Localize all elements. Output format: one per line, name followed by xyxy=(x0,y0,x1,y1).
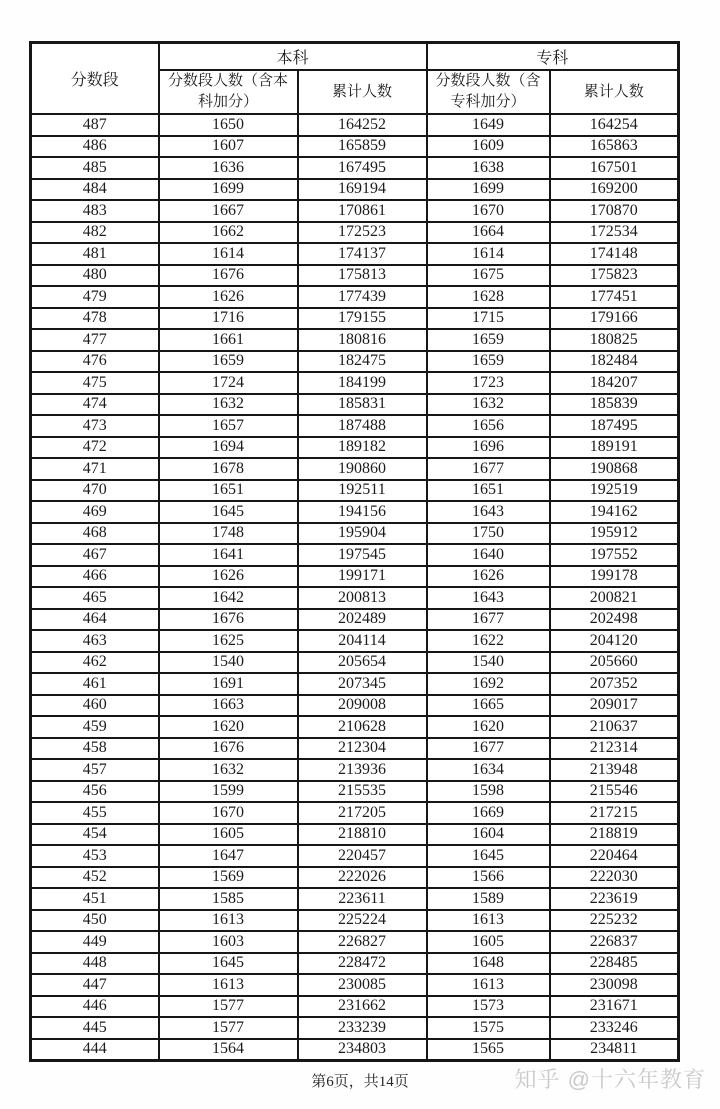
cell-zhuanke-count: 1575 xyxy=(427,1017,550,1039)
cell-score: 481 xyxy=(31,243,159,265)
cell-benke-count: 1662 xyxy=(159,222,298,244)
cell-benke-count: 1645 xyxy=(159,953,298,975)
table-row xyxy=(31,501,679,523)
cell-score: 457 xyxy=(31,759,159,781)
cell-zhuanke-count: 1665 xyxy=(427,695,550,717)
cell-score: 452 xyxy=(31,867,159,889)
table-row xyxy=(31,931,679,953)
cell-zhuanke-cumulative: 165863 xyxy=(550,136,679,158)
table-row xyxy=(31,867,679,889)
cell-benke-cumulative: 185831 xyxy=(298,394,427,416)
table-row xyxy=(31,781,679,803)
score-table-body xyxy=(31,114,679,1061)
cell-zhuanke-cumulative: 213948 xyxy=(550,759,679,781)
table-row xyxy=(31,888,679,910)
cell-zhuanke-count: 1622 xyxy=(427,630,550,652)
cell-zhuanke-count: 1632 xyxy=(427,394,550,416)
table-row xyxy=(31,415,679,437)
cell-zhuanke-count: 1715 xyxy=(427,308,550,330)
cell-zhuanke-cumulative: 223619 xyxy=(550,888,679,910)
cell-score: 485 xyxy=(31,157,159,179)
cell-benke-count: 1676 xyxy=(159,265,298,287)
cell-zhuanke-count: 1604 xyxy=(427,824,550,846)
cell-score: 462 xyxy=(31,652,159,674)
cell-benke-cumulative: 215535 xyxy=(298,781,427,803)
cell-benke-cumulative: 195904 xyxy=(298,523,427,545)
table-row xyxy=(31,609,679,631)
cell-zhuanke-cumulative: 167501 xyxy=(550,157,679,179)
cell-zhuanke-cumulative: 175823 xyxy=(550,265,679,287)
cell-score: 444 xyxy=(31,1039,159,1061)
cell-score: 469 xyxy=(31,501,159,523)
cell-benke-count: 1603 xyxy=(159,931,298,953)
cell-zhuanke-cumulative: 212314 xyxy=(550,738,679,760)
cell-zhuanke-cumulative: 226837 xyxy=(550,931,679,953)
cell-zhuanke-count: 1750 xyxy=(427,523,550,545)
cell-score: 484 xyxy=(31,179,159,201)
cell-zhuanke-count: 1643 xyxy=(427,587,550,609)
cell-benke-count: 1620 xyxy=(159,716,298,738)
cell-score: 461 xyxy=(31,673,159,695)
cell-benke-count: 1632 xyxy=(159,759,298,781)
cell-benke-count: 1569 xyxy=(159,867,298,889)
cell-zhuanke-count: 1669 xyxy=(427,802,550,824)
table-row xyxy=(31,458,679,480)
cell-zhuanke-count: 1651 xyxy=(427,480,550,502)
cell-score: 487 xyxy=(31,114,159,136)
cell-zhuanke-cumulative: 177451 xyxy=(550,286,679,308)
cell-zhuanke-count: 1670 xyxy=(427,200,550,222)
cell-benke-cumulative: 182475 xyxy=(298,351,427,373)
cell-zhuanke-count: 1620 xyxy=(427,716,550,738)
cell-benke-cumulative: 189182 xyxy=(298,437,427,459)
cell-benke-count: 1613 xyxy=(159,974,298,996)
cell-zhuanke-count: 1675 xyxy=(427,265,550,287)
cell-zhuanke-cumulative: 164254 xyxy=(550,114,679,136)
cell-zhuanke-cumulative: 170870 xyxy=(550,200,679,222)
cell-score: 459 xyxy=(31,716,159,738)
header-group-benke: 本科 xyxy=(159,43,427,71)
cell-zhuanke-count: 1609 xyxy=(427,136,550,158)
table-row xyxy=(31,587,679,609)
cell-benke-cumulative: 172523 xyxy=(298,222,427,244)
cell-benke-count: 1650 xyxy=(159,114,298,136)
table-row xyxy=(31,759,679,781)
cell-benke-count: 1667 xyxy=(159,200,298,222)
cell-score: 445 xyxy=(31,1017,159,1039)
cell-zhuanke-count: 1649 xyxy=(427,114,550,136)
cell-benke-cumulative: 197545 xyxy=(298,544,427,566)
table-row xyxy=(31,394,679,416)
cell-zhuanke-cumulative: 184207 xyxy=(550,372,679,394)
cell-benke-cumulative: 213936 xyxy=(298,759,427,781)
table-row xyxy=(31,437,679,459)
cell-benke-cumulative: 192511 xyxy=(298,480,427,502)
cell-zhuanke-cumulative: 233246 xyxy=(550,1017,679,1039)
cell-zhuanke-count: 1664 xyxy=(427,222,550,244)
cell-score: 470 xyxy=(31,480,159,502)
cell-zhuanke-cumulative: 225232 xyxy=(550,910,679,932)
cell-zhuanke-count: 1573 xyxy=(427,996,550,1018)
score-distribution-table xyxy=(29,41,680,1062)
watermark-text: 知乎 @十六年教育 xyxy=(514,1067,706,1092)
cell-zhuanke-cumulative: 205660 xyxy=(550,652,679,674)
cell-score: 455 xyxy=(31,802,159,824)
cell-zhuanke-count: 1626 xyxy=(427,566,550,588)
table-row xyxy=(31,673,679,695)
cell-benke-cumulative: 187488 xyxy=(298,415,427,437)
cell-benke-count: 1647 xyxy=(159,845,298,867)
cell-score: 474 xyxy=(31,394,159,416)
cell-score: 475 xyxy=(31,372,159,394)
cell-benke-count: 1577 xyxy=(159,1017,298,1039)
cell-zhuanke-cumulative: 202498 xyxy=(550,609,679,631)
cell-score: 466 xyxy=(31,566,159,588)
cell-score: 478 xyxy=(31,308,159,330)
header-benke-count: 分数段人数（含本科加分） xyxy=(159,70,298,114)
cell-zhuanke-count: 1566 xyxy=(427,867,550,889)
cell-benke-cumulative: 225224 xyxy=(298,910,427,932)
cell-benke-cumulative: 220457 xyxy=(298,845,427,867)
cell-zhuanke-count: 1628 xyxy=(427,286,550,308)
cell-zhuanke-count: 1677 xyxy=(427,738,550,760)
cell-zhuanke-cumulative: 197552 xyxy=(550,544,679,566)
cell-benke-count: 1694 xyxy=(159,437,298,459)
cell-score: 465 xyxy=(31,587,159,609)
cell-benke-count: 1599 xyxy=(159,781,298,803)
table-row xyxy=(31,910,679,932)
cell-benke-count: 1748 xyxy=(159,523,298,545)
cell-zhuanke-count: 1692 xyxy=(427,673,550,695)
cell-benke-count: 1626 xyxy=(159,566,298,588)
cell-benke-count: 1613 xyxy=(159,910,298,932)
cell-score: 471 xyxy=(31,458,159,480)
cell-score: 448 xyxy=(31,953,159,975)
cell-benke-cumulative: 190860 xyxy=(298,458,427,480)
cell-score: 467 xyxy=(31,544,159,566)
cell-zhuanke-count: 1613 xyxy=(427,974,550,996)
cell-benke-cumulative: 212304 xyxy=(298,738,427,760)
cell-benke-count: 1585 xyxy=(159,888,298,910)
cell-zhuanke-cumulative: 204120 xyxy=(550,630,679,652)
table-row xyxy=(31,523,679,545)
cell-zhuanke-cumulative: 200821 xyxy=(550,587,679,609)
cell-zhuanke-count: 1645 xyxy=(427,845,550,867)
cell-benke-cumulative: 184199 xyxy=(298,372,427,394)
cell-benke-count: 1676 xyxy=(159,738,298,760)
cell-score: 476 xyxy=(31,351,159,373)
table-row xyxy=(31,179,679,201)
cell-zhuanke-count: 1540 xyxy=(427,652,550,674)
cell-benke-count: 1691 xyxy=(159,673,298,695)
cell-benke-count: 1699 xyxy=(159,179,298,201)
cell-benke-cumulative: 167495 xyxy=(298,157,427,179)
table-row xyxy=(31,136,679,158)
table-row xyxy=(31,953,679,975)
cell-zhuanke-count: 1589 xyxy=(427,888,550,910)
table-row xyxy=(31,222,679,244)
header-zhuanke-count: 分数段人数（含专科加分） xyxy=(427,70,550,114)
cell-zhuanke-count: 1677 xyxy=(427,458,550,480)
cell-benke-cumulative: 179155 xyxy=(298,308,427,330)
cell-benke-count: 1670 xyxy=(159,802,298,824)
cell-benke-cumulative: 202489 xyxy=(298,609,427,631)
cell-benke-count: 1661 xyxy=(159,329,298,351)
cell-zhuanke-cumulative: 230098 xyxy=(550,974,679,996)
cell-zhuanke-cumulative: 199178 xyxy=(550,566,679,588)
cell-score: 454 xyxy=(31,824,159,846)
cell-benke-cumulative: 222026 xyxy=(298,867,427,889)
cell-benke-count: 1625 xyxy=(159,630,298,652)
table-row xyxy=(31,824,679,846)
cell-benke-count: 1607 xyxy=(159,136,298,158)
cell-score: 449 xyxy=(31,931,159,953)
cell-benke-count: 1564 xyxy=(159,1039,298,1061)
cell-zhuanke-count: 1723 xyxy=(427,372,550,394)
table-row xyxy=(31,200,679,222)
table-row xyxy=(31,1017,679,1039)
cell-zhuanke-cumulative: 218819 xyxy=(550,824,679,846)
table-row xyxy=(31,308,679,330)
cell-zhuanke-cumulative: 182484 xyxy=(550,351,679,373)
cell-benke-count: 1663 xyxy=(159,695,298,717)
table-row xyxy=(31,738,679,760)
cell-score: 460 xyxy=(31,695,159,717)
cell-benke-cumulative: 210628 xyxy=(298,716,427,738)
cell-zhuanke-count: 1659 xyxy=(427,351,550,373)
table-row xyxy=(31,544,679,566)
cell-benke-cumulative: 223611 xyxy=(298,888,427,910)
cell-benke-cumulative: 234803 xyxy=(298,1039,427,1061)
cell-benke-cumulative: 200813 xyxy=(298,587,427,609)
cell-score: 479 xyxy=(31,286,159,308)
cell-zhuanke-cumulative: 190868 xyxy=(550,458,679,480)
cell-benke-count: 1657 xyxy=(159,415,298,437)
cell-benke-cumulative: 231662 xyxy=(298,996,427,1018)
cell-benke-count: 1659 xyxy=(159,351,298,373)
table-row xyxy=(31,566,679,588)
cell-zhuanke-cumulative: 179166 xyxy=(550,308,679,330)
cell-zhuanke-count: 1677 xyxy=(427,609,550,631)
table-row xyxy=(31,243,679,265)
cell-benke-cumulative: 205654 xyxy=(298,652,427,674)
header-group-zhuanke: 专科 xyxy=(427,43,679,71)
cell-zhuanke-cumulative: 192519 xyxy=(550,480,679,502)
table-row xyxy=(31,845,679,867)
cell-score: 446 xyxy=(31,996,159,1018)
table-row xyxy=(31,695,679,717)
cell-zhuanke-cumulative: 169200 xyxy=(550,179,679,201)
cell-benke-cumulative: 230085 xyxy=(298,974,427,996)
cell-benke-cumulative: 175813 xyxy=(298,265,427,287)
cell-zhuanke-cumulative: 180825 xyxy=(550,329,679,351)
cell-benke-cumulative: 218810 xyxy=(298,824,427,846)
header-group-row xyxy=(31,43,679,71)
table-row xyxy=(31,716,679,738)
cell-benke-count: 1632 xyxy=(159,394,298,416)
cell-benke-cumulative: 209008 xyxy=(298,695,427,717)
table-row xyxy=(31,286,679,308)
cell-zhuanke-count: 1659 xyxy=(427,329,550,351)
cell-benke-cumulative: 233239 xyxy=(298,1017,427,1039)
cell-score: 447 xyxy=(31,974,159,996)
cell-zhuanke-cumulative: 187495 xyxy=(550,415,679,437)
cell-benke-cumulative: 199171 xyxy=(298,566,427,588)
cell-score: 482 xyxy=(31,222,159,244)
cell-score: 473 xyxy=(31,415,159,437)
cell-zhuanke-count: 1634 xyxy=(427,759,550,781)
cell-score: 463 xyxy=(31,630,159,652)
cell-zhuanke-cumulative: 222030 xyxy=(550,867,679,889)
table-row xyxy=(31,996,679,1018)
cell-benke-count: 1540 xyxy=(159,652,298,674)
cell-zhuanke-count: 1696 xyxy=(427,437,550,459)
cell-score: 483 xyxy=(31,200,159,222)
cell-zhuanke-cumulative: 217215 xyxy=(550,802,679,824)
cell-score: 477 xyxy=(31,329,159,351)
cell-zhuanke-cumulative: 234811 xyxy=(550,1039,679,1061)
cell-benke-cumulative: 204114 xyxy=(298,630,427,652)
cell-zhuanke-count: 1613 xyxy=(427,910,550,932)
cell-zhuanke-count: 1638 xyxy=(427,157,550,179)
cell-score: 453 xyxy=(31,845,159,867)
cell-benke-cumulative: 164252 xyxy=(298,114,427,136)
cell-benke-count: 1636 xyxy=(159,157,298,179)
cell-benke-cumulative: 194156 xyxy=(298,501,427,523)
table-row xyxy=(31,114,679,136)
table-row xyxy=(31,265,679,287)
cell-benke-count: 1614 xyxy=(159,243,298,265)
cell-benke-count: 1724 xyxy=(159,372,298,394)
cell-score: 451 xyxy=(31,888,159,910)
cell-benke-cumulative: 165859 xyxy=(298,136,427,158)
cell-zhuanke-count: 1699 xyxy=(427,179,550,201)
cell-zhuanke-count: 1598 xyxy=(427,781,550,803)
page-number-info: 第6页，共14页 xyxy=(311,1074,409,1090)
cell-benke-cumulative: 170861 xyxy=(298,200,427,222)
table-row xyxy=(31,802,679,824)
cell-zhuanke-count: 1614 xyxy=(427,243,550,265)
cell-benke-count: 1641 xyxy=(159,544,298,566)
table-row xyxy=(31,1039,679,1061)
cell-benke-count: 1626 xyxy=(159,286,298,308)
table-row xyxy=(31,480,679,502)
cell-benke-cumulative: 177439 xyxy=(298,286,427,308)
table-row xyxy=(31,974,679,996)
cell-zhuanke-cumulative: 189191 xyxy=(550,437,679,459)
cell-zhuanke-cumulative: 185839 xyxy=(550,394,679,416)
table-row xyxy=(31,372,679,394)
cell-score: 456 xyxy=(31,781,159,803)
cell-zhuanke-cumulative: 210637 xyxy=(550,716,679,738)
cell-benke-count: 1577 xyxy=(159,996,298,1018)
cell-zhuanke-count: 1605 xyxy=(427,931,550,953)
cell-zhuanke-cumulative: 231671 xyxy=(550,996,679,1018)
cell-zhuanke-cumulative: 172534 xyxy=(550,222,679,244)
table-row xyxy=(31,630,679,652)
cell-zhuanke-cumulative: 174148 xyxy=(550,243,679,265)
cell-score: 486 xyxy=(31,136,159,158)
header-zhuanke-cumulative: 累计人数 xyxy=(550,70,679,114)
cell-zhuanke-cumulative: 220464 xyxy=(550,845,679,867)
cell-benke-cumulative: 226827 xyxy=(298,931,427,953)
table-row xyxy=(31,157,679,179)
cell-zhuanke-cumulative: 207352 xyxy=(550,673,679,695)
table-row xyxy=(31,351,679,373)
cell-zhuanke-cumulative: 209017 xyxy=(550,695,679,717)
cell-score: 468 xyxy=(31,523,159,545)
cell-benke-count: 1605 xyxy=(159,824,298,846)
cell-zhuanke-cumulative: 194162 xyxy=(550,501,679,523)
cell-benke-count: 1642 xyxy=(159,587,298,609)
cell-score: 464 xyxy=(31,609,159,631)
cell-benke-cumulative: 228472 xyxy=(298,953,427,975)
cell-benke-count: 1651 xyxy=(159,480,298,502)
cell-benke-count: 1645 xyxy=(159,501,298,523)
cell-benke-cumulative: 169194 xyxy=(298,179,427,201)
cell-benke-cumulative: 217205 xyxy=(298,802,427,824)
cell-score: 480 xyxy=(31,265,159,287)
cell-benke-cumulative: 207345 xyxy=(298,673,427,695)
cell-score: 450 xyxy=(31,910,159,932)
header-score-segment: 分数段 xyxy=(31,43,159,115)
cell-score: 458 xyxy=(31,738,159,760)
header-benke-cumulative: 累计人数 xyxy=(298,70,427,114)
cell-benke-cumulative: 174137 xyxy=(298,243,427,265)
cell-zhuanke-count: 1648 xyxy=(427,953,550,975)
cell-zhuanke-count: 1643 xyxy=(427,501,550,523)
cell-benke-cumulative: 180816 xyxy=(298,329,427,351)
cell-benke-count: 1678 xyxy=(159,458,298,480)
cell-zhuanke-count: 1565 xyxy=(427,1039,550,1061)
cell-benke-count: 1716 xyxy=(159,308,298,330)
cell-zhuanke-cumulative: 195912 xyxy=(550,523,679,545)
cell-zhuanke-cumulative: 228485 xyxy=(550,953,679,975)
cell-zhuanke-cumulative: 215546 xyxy=(550,781,679,803)
cell-zhuanke-count: 1640 xyxy=(427,544,550,566)
table-row xyxy=(31,329,679,351)
cell-zhuanke-count: 1656 xyxy=(427,415,550,437)
cell-benke-count: 1676 xyxy=(159,609,298,631)
table-row xyxy=(31,652,679,674)
cell-score: 472 xyxy=(31,437,159,459)
